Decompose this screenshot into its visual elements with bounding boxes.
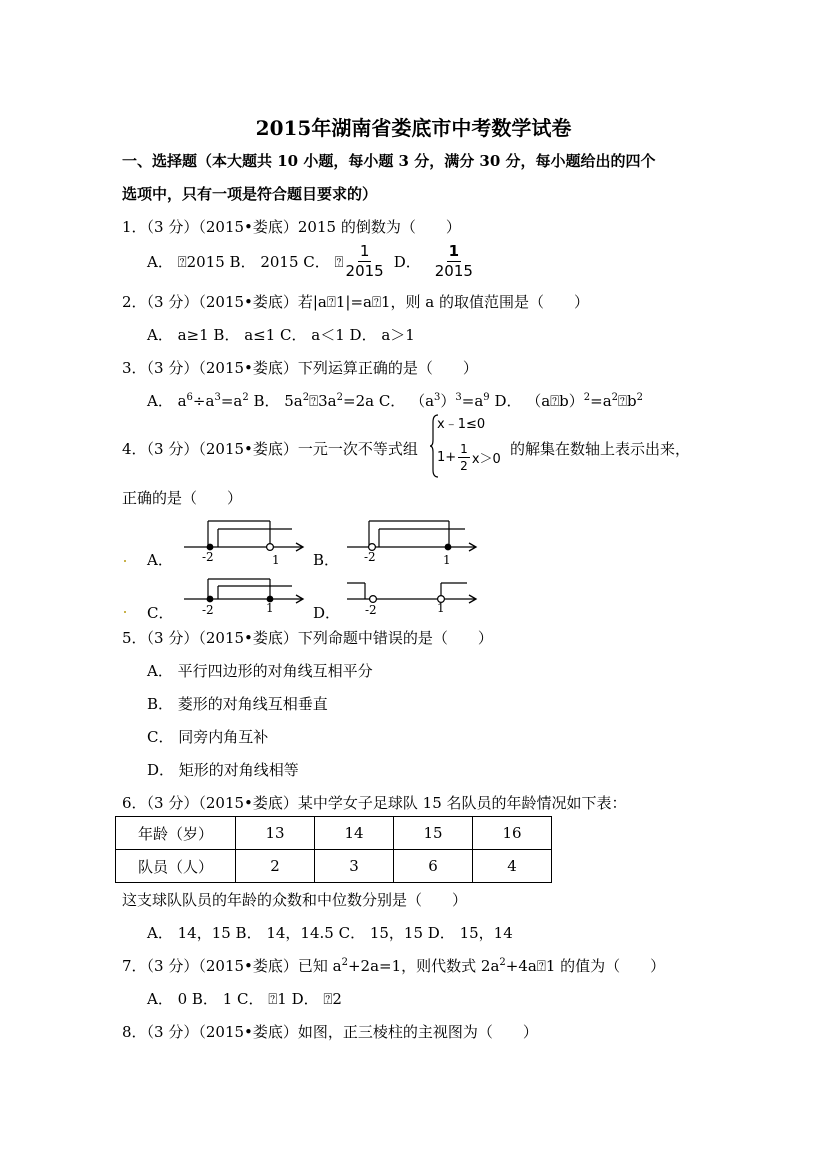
exponent: 6 [186, 392, 193, 403]
number-line-b [345, 517, 481, 567]
tick-label-left: -2 [202, 550, 214, 564]
table-cell: 13 [236, 817, 315, 850]
option-d-fraction [435, 244, 473, 279]
fraction-denominator: 2015 [345, 262, 384, 280]
question-5-stem: 5．（3 分）（2015•娄底）下列命题中错误的是（ ） [122, 629, 493, 647]
table-cell: 16 [473, 817, 552, 850]
question-6-stem: 6．（3 分）（2015•娄底）某中学女子足球队 15 名队员的年龄情况如下表： [122, 794, 627, 812]
question-1-stem: 1．（3 分）（2015•娄底）2015 的倒数为（ ） [122, 218, 461, 236]
question-4-stem-line2: 正确的是（ ） [122, 489, 243, 507]
question-7-options: A． 0 B． 1 C． ⍰1 D． ⍰2 [147, 990, 342, 1008]
tick-label-right: 1 [272, 553, 280, 567]
exponent: 2 [242, 392, 249, 403]
text-part: =a [461, 392, 484, 410]
number-line-a [182, 517, 308, 567]
inequality-system [437, 413, 501, 477]
fraction-denominator: 2 [460, 458, 468, 473]
table-row [116, 817, 552, 850]
scan-dot [124, 560, 126, 562]
question-8-stem: 8．（3 分）（2015•娄底）如图，正三棱柱的主视图为（ ） [122, 1023, 538, 1041]
inequality-2-fraction [458, 443, 470, 472]
table-row [116, 850, 552, 883]
table-cell: 4 [473, 850, 552, 883]
tick-label-right: 1 [443, 553, 451, 567]
inequality-2-suffix: x＞0 [471, 451, 501, 467]
question-5-option-b: B． 菱形的对角线互相垂直 [147, 695, 328, 713]
text-part: ⍰3a [309, 392, 337, 410]
tick-label-right: 1 [266, 601, 274, 615]
question-2-stem: 2．（3 分）（2015•娄底）若|a⍰1|=a⍰1，则 a 的取值范围是（ ） [122, 293, 590, 311]
section-heading-line1: 一、选择题（本大题共 10 小题，每小题 3 分，满分 30 分，每小题给出的四个 [122, 152, 656, 170]
option-b-label: B． [313, 551, 340, 569]
exponent: 3 [214, 392, 221, 403]
table-cell: 队员（人） [116, 850, 236, 883]
scan-dot [124, 611, 126, 613]
question-2-options: A． a≥1 B． a≤1 C． a＜1 D． a＞1 [147, 326, 415, 344]
option-a-label: A． [147, 551, 173, 569]
text-part: +2a=1，则代数式 2a [347, 957, 500, 975]
question-1-options-text: A． ⍰2015 B． 2015 C． ⍰ [147, 253, 344, 271]
question-4-stem-end: 的解集在数轴上表示出来， [510, 440, 691, 458]
tick-label-left: -2 [365, 603, 377, 617]
fraction-numerator: 1 [448, 242, 460, 260]
exponent: 2 [636, 392, 644, 403]
number-line-d [345, 575, 481, 619]
exponent: 2 [499, 957, 506, 968]
question-3-stem: 3．（3 分）（2015•娄底）下列运算正确的是（ ） [122, 359, 478, 377]
text-part: =2a C． （a [343, 392, 435, 410]
question-6-question: 这支球队队员的年龄的众数和中位数分别是（ ） [122, 891, 468, 909]
exponent: 2 [583, 392, 591, 403]
exponent: 2 [302, 392, 310, 403]
question-3-options [147, 390, 643, 411]
text-part: =a [220, 392, 243, 410]
table-cell: 15 [394, 817, 473, 850]
question-7-stem [122, 955, 665, 976]
table-cell: 年龄（岁） [116, 817, 236, 850]
tick-label-right: 1 [437, 601, 445, 615]
fraction-numerator: 1 [359, 242, 370, 260]
exponent: 2 [336, 392, 343, 403]
exponent: 3 [434, 392, 441, 403]
tick-label-left: -2 [364, 550, 376, 564]
section-heading-line2: 选项中，只有一项是符合题目要求的） [122, 185, 378, 203]
table-cell: 3 [315, 850, 394, 883]
question-4-stem: 4．（3 分）（2015•娄底）一元一次不等式组 [122, 440, 418, 458]
page-title: 2015年湖南省娄底市中考数学试卷 [255, 116, 572, 140]
option-c-label: C． [147, 604, 174, 622]
tick-label-left: -2 [202, 603, 214, 617]
question-5-option-c: C． 同旁内角互补 [147, 728, 269, 746]
text-part: +4a⍰1 的值为（ ） [505, 957, 666, 975]
inequality-2-prefix: 1+ [437, 449, 457, 465]
question-5-option-a: A． 平行四边形的对角线互相平分 [147, 662, 373, 680]
age-table [115, 816, 552, 883]
option-d-label: D． [313, 604, 341, 622]
table-cell: 14 [315, 817, 394, 850]
exponent: 3 [455, 392, 462, 403]
text-part: ÷a [192, 392, 215, 410]
exponent: 2 [341, 957, 348, 968]
fraction-numerator: 1 [460, 441, 468, 456]
text-part: ） [440, 392, 456, 410]
inequality-2 [437, 437, 501, 477]
exponent: 2 [611, 392, 619, 403]
text-part: 7．（3 分）（2015•娄底）已知 a [122, 957, 342, 975]
table-cell: 6 [394, 850, 473, 883]
question-5-option-d: D． 矩形的对角线相等 [147, 761, 299, 779]
text-part: A． a [147, 392, 187, 410]
text-part: =a [590, 392, 612, 410]
exponent: 9 [483, 392, 490, 403]
question-6-options: A． 14，15 B． 14，14.5 C． 15，15 D． 15，14 [147, 924, 513, 942]
fraction-denominator: 2015 [434, 262, 473, 280]
question-1-options [147, 244, 475, 279]
inequality-1: x﹣1≤0 [437, 417, 486, 432]
option-c-fraction [346, 244, 384, 279]
option-d-label: D． [393, 253, 421, 271]
text-part: B． 5a [248, 392, 303, 410]
text-part: ⍰b [618, 392, 637, 410]
table-cell: 2 [236, 850, 315, 883]
text-part: D． （a⍰b） [489, 392, 584, 410]
number-line-c [182, 575, 308, 619]
